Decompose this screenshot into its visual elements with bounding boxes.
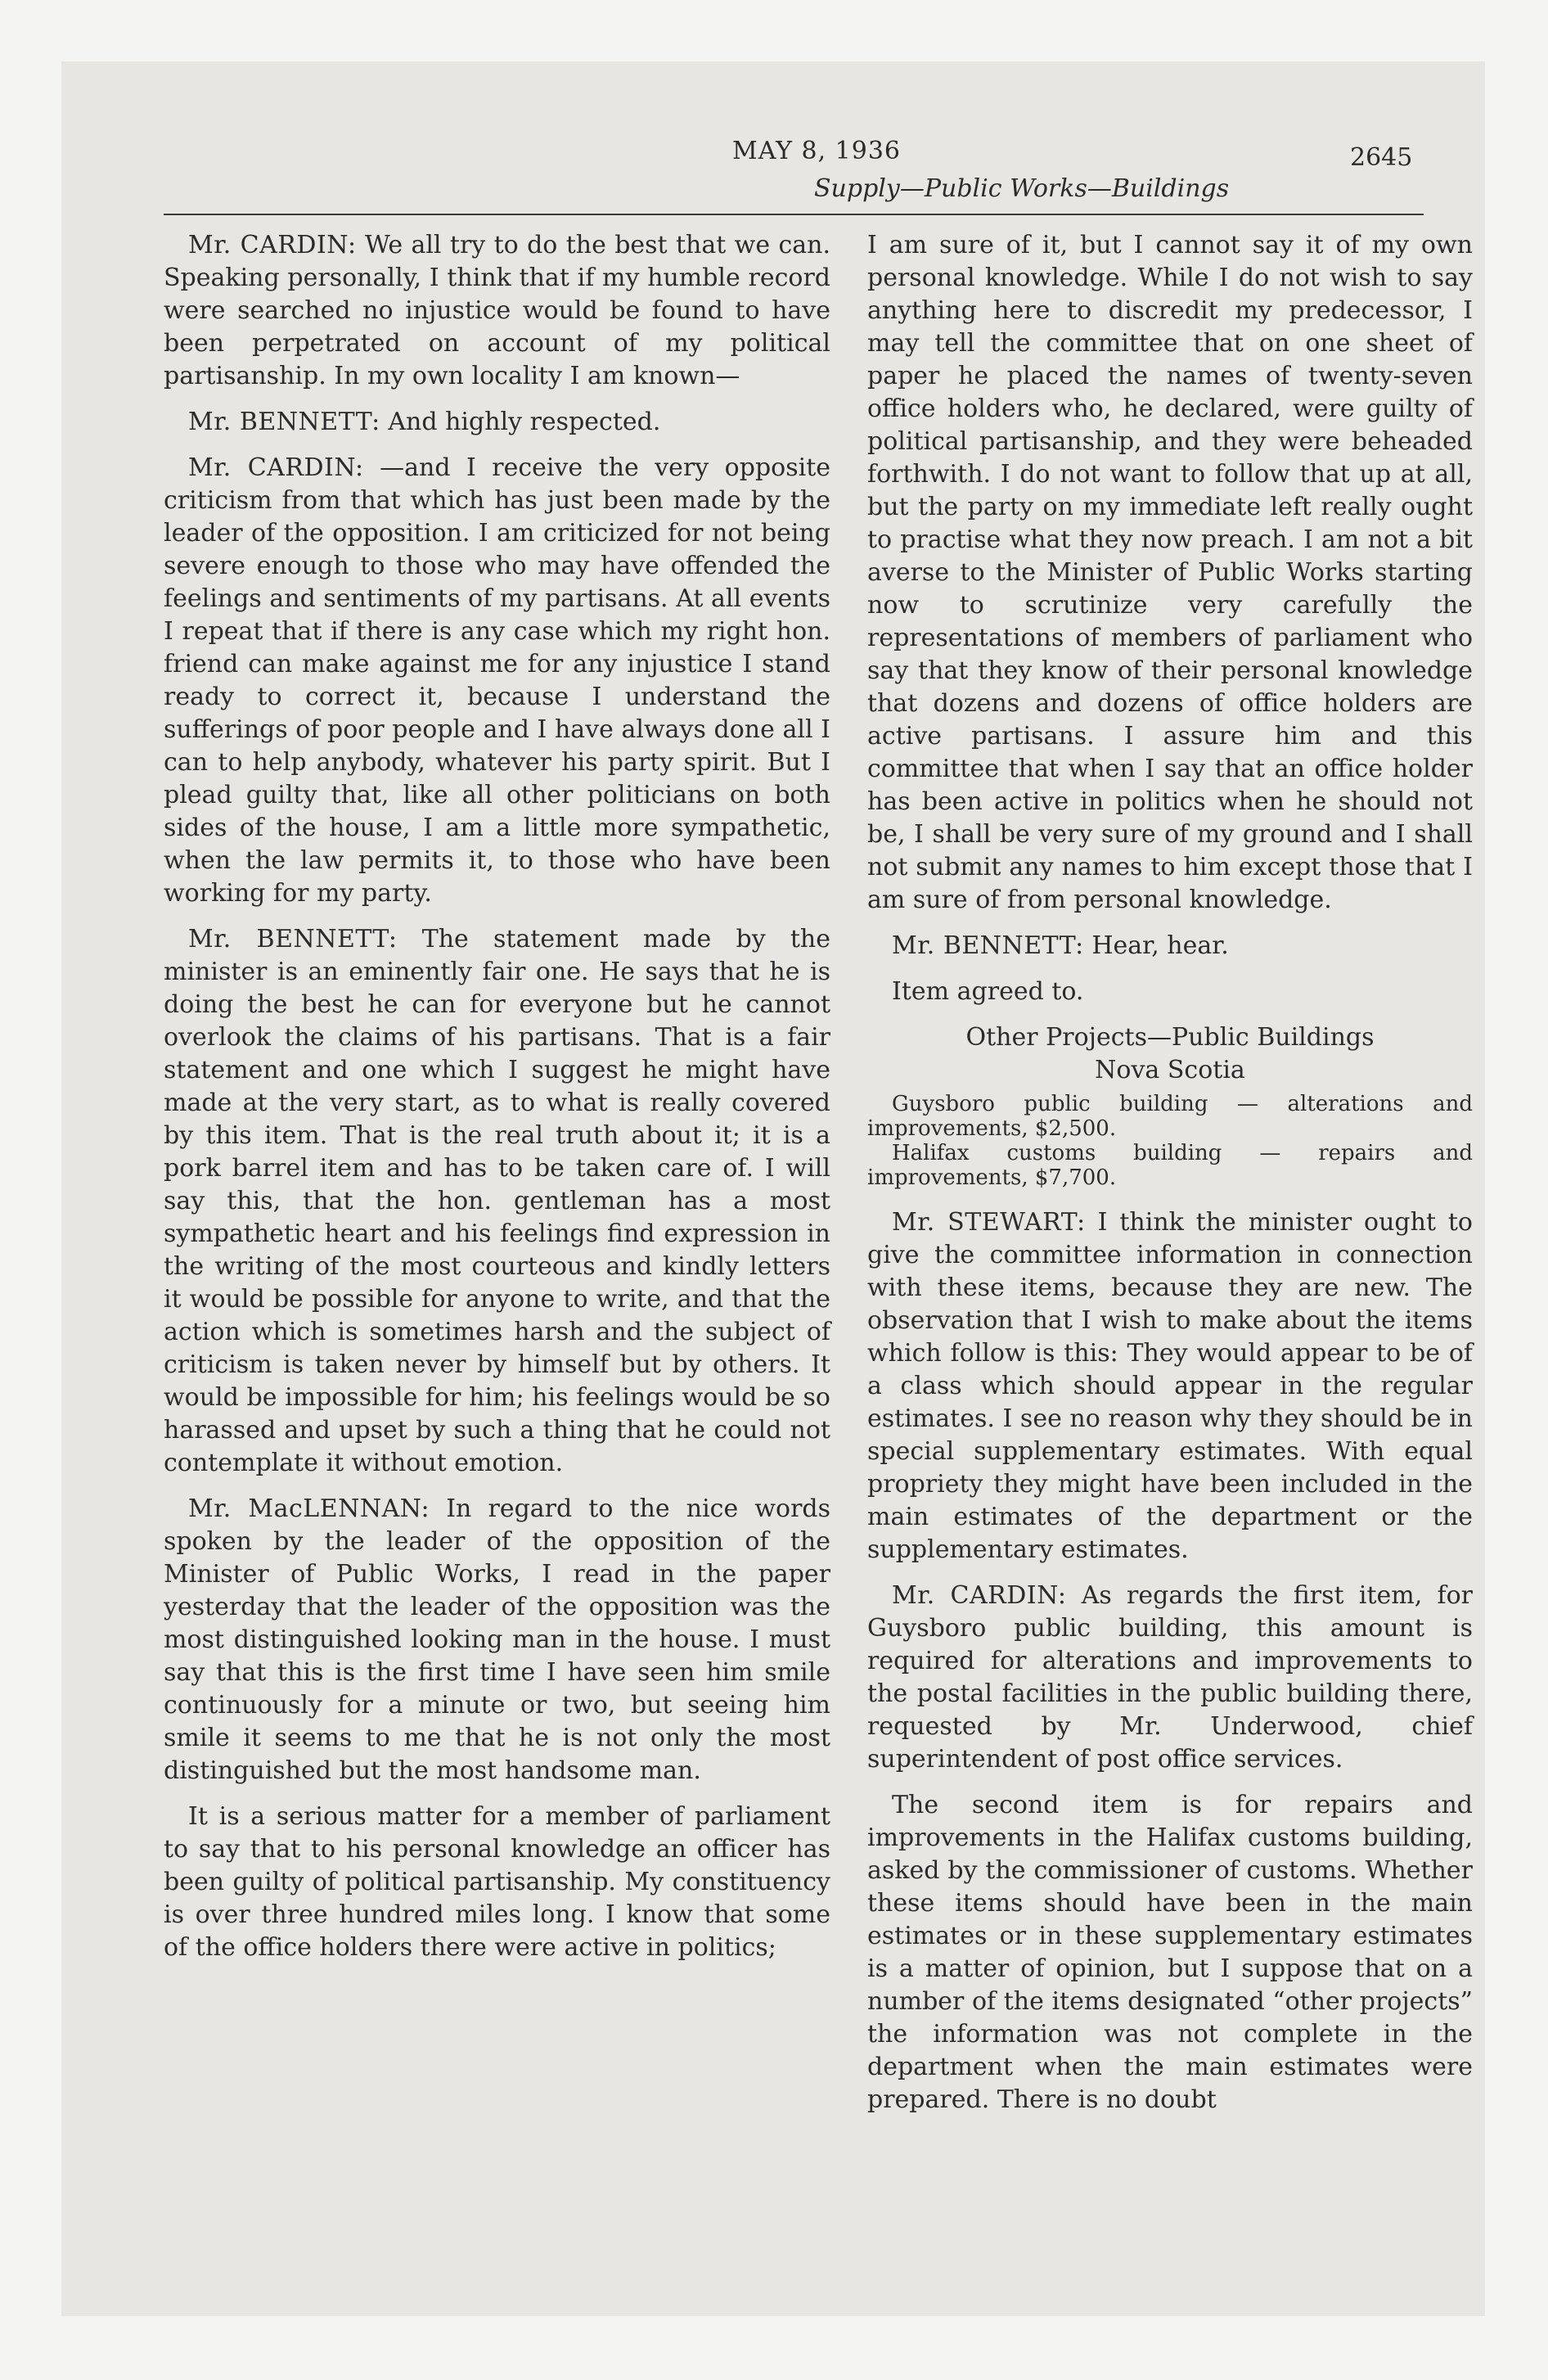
paragraph-text: As regards the first item, for Guysboro public building, this amount is required for alterations and improvements to the postal facilities in the public building there, requested by Mr. Underwood, chief superintendent of post office services. [867, 1581, 1473, 1774]
left-column [164, 229, 830, 1977]
paragraph-text: We all try to do the best that we can. Speaking personally, I think that if my humble record were searched no injustice would be found to have been perpetrated on account of my political partisanship. In my own locality I am known— [164, 231, 830, 390]
section-title: Other Projects—Public Buildings [965, 1023, 1375, 1052]
paragraph-text: And highly respected. [388, 408, 661, 436]
speaker-name: Mr. MacLENNAN: [188, 1494, 430, 1523]
paragraph-text: Hear, hear. [1091, 931, 1229, 960]
speaker-name: Mr. BENNETT: [188, 925, 398, 953]
paragraph-text: I think the minister ought to give the committee information in connection with these items, because they are new. The observation that I wish to make about the items which follow is this: They would appear to be of a class which should appear in the regular estimates. I see no reason why they should be in special supplementary estimates. With equal propriety they might have been included in the main estimates of the department or the supplementary estimates. [867, 1208, 1473, 1564]
page-number: 2645 [1350, 143, 1413, 172]
paragraph [867, 930, 1473, 962]
speaker-name: Mr. BENNETT: [188, 408, 380, 436]
estimate-items [867, 1092, 1473, 1190]
speaker-name: Mr. BENNETT: [892, 931, 1084, 960]
paragraph [164, 229, 830, 393]
paragraph [164, 923, 830, 1480]
header-subtitle: Supply—Public Works—Buildings [814, 174, 1230, 203]
speaker-name: Mr. STEWART: [892, 1208, 1086, 1237]
paragraph-continuation: I am sure of it, but I cannot say it of my own personal knowledge. While I do not wish to say anything here to discredit my predecessor, I may tell the committee that on one sheet of paper he placed the names of twenty-seven office holders who, he declared, were guilty of political partisanship, and they were beheaded forthwith. I do not want to follow that up at all, but the party on my immediate left really ought to practise what they now preach. I am not a bit averse to the Minister of Public Works starting now to scrutinize very carefully the representations of members of parliament who say that they know of their personal knowledge that dozens and dozens of office holders are active partisans. I assure him and this committee that when I say that an office holder has been active in politics when he should not be, I shall be very sure of my ground and I shall not submit any names to him except those that I am sure of from personal knowledge. [867, 231, 1473, 914]
paragraph-text: The second item is for repairs and improvements in the Halifax customs building, asked by the commissioner of customs. Whether these items should have been in the main estimates or in these supplementary estimates is a matter of opinion, but I suppose that on a number of the items designated “other projects” the information was not complete in the department when the main estimates were prepared. There is no doubt [867, 1791, 1473, 2114]
right-column [867, 229, 1473, 2130]
speaker-name: Mr. CARDIN: [188, 231, 357, 259]
estimate-item: Halifax customs building — repairs and improvements, $7,700. [867, 1141, 1473, 1190]
paragraph [164, 406, 830, 439]
item-agreed: Item agreed to. [892, 977, 1084, 1006]
speaker-name: Mr. CARDIN: [892, 1581, 1067, 1610]
paragraph [164, 452, 830, 910]
paragraph-text: It is a serious matter for a member of parliament to say that to his personal knowledge an officer has been guilty of political partisanship. My constituency is over three hundred miles long. I know that some of the office holders there were active in politics; [164, 1802, 830, 1962]
paragraph-text: The statement made by the minister is an eminently fair one. He says that he is doing the best he can for everyone but he cannot overlook the claims of his partisans. That is a fair statement and one which I suggest he might have made at the very start, as to what is really covered by this item. That is the real truth about it; it is a pork barrel item and has to be taken care of. I will say this, that the hon. gentleman has a most sympathetic heart and his feelings find expression in the writing of the most courteous and kindly letters it would be possible for anyone to write, and that the action which is sometimes harsh and the subject of criticism is taken never by himself but by others. It would be impossible for him; his feelings would be so harassed and upset by such a thing that he could not contemplate it without emotion. [164, 925, 830, 1477]
paragraph-text: In regard to the nice words spoken by the leader of the opposition of the Minister of Public Works, I read in the paper yesterday that the leader of the opposition was the most distinguished looking man in the house. I must say that this is the first time I have seen him smile continuously for a minute or two, but seeing him smile it seems to me that he is not only the most distinguished but the most handsome man. [164, 1494, 831, 1785]
paragraph-text: —and I receive the very opposite criticism from that which has just been made by the leader of the opposition. I am criticized for not being severe enough to those who may have offended the feelings and sentiments of my partisans. At all events I repeat that if there is any case which my right hon. friend can make against me for any injustice I stand ready to correct it, because I understand the sufferings of poor people and I have always done all I can to help anybody, whatever his party spirit. But I plead guilty that, like all other politicians on both sides of the house, I am a little more sympathetic, when the law permits it, to those who have been working for my party. [164, 453, 831, 908]
paragraph [867, 1789, 1473, 2116]
paragraph [867, 1206, 1473, 1566]
header-date: MAY 8, 1936 [732, 137, 902, 165]
speaker-name: Mr. CARDIN: [188, 453, 364, 482]
header-rule [164, 214, 1424, 215]
section-heading-block [867, 1021, 1473, 1087]
paragraph [164, 1801, 830, 1964]
estimate-item: Guysboro public building — alterations and improvements, $2,500. [867, 1092, 1473, 1141]
section-subtitle: Nova Scotia [1095, 1056, 1245, 1084]
paragraph [867, 1580, 1473, 1776]
paragraph [164, 1493, 830, 1787]
document-page [61, 61, 1485, 2316]
